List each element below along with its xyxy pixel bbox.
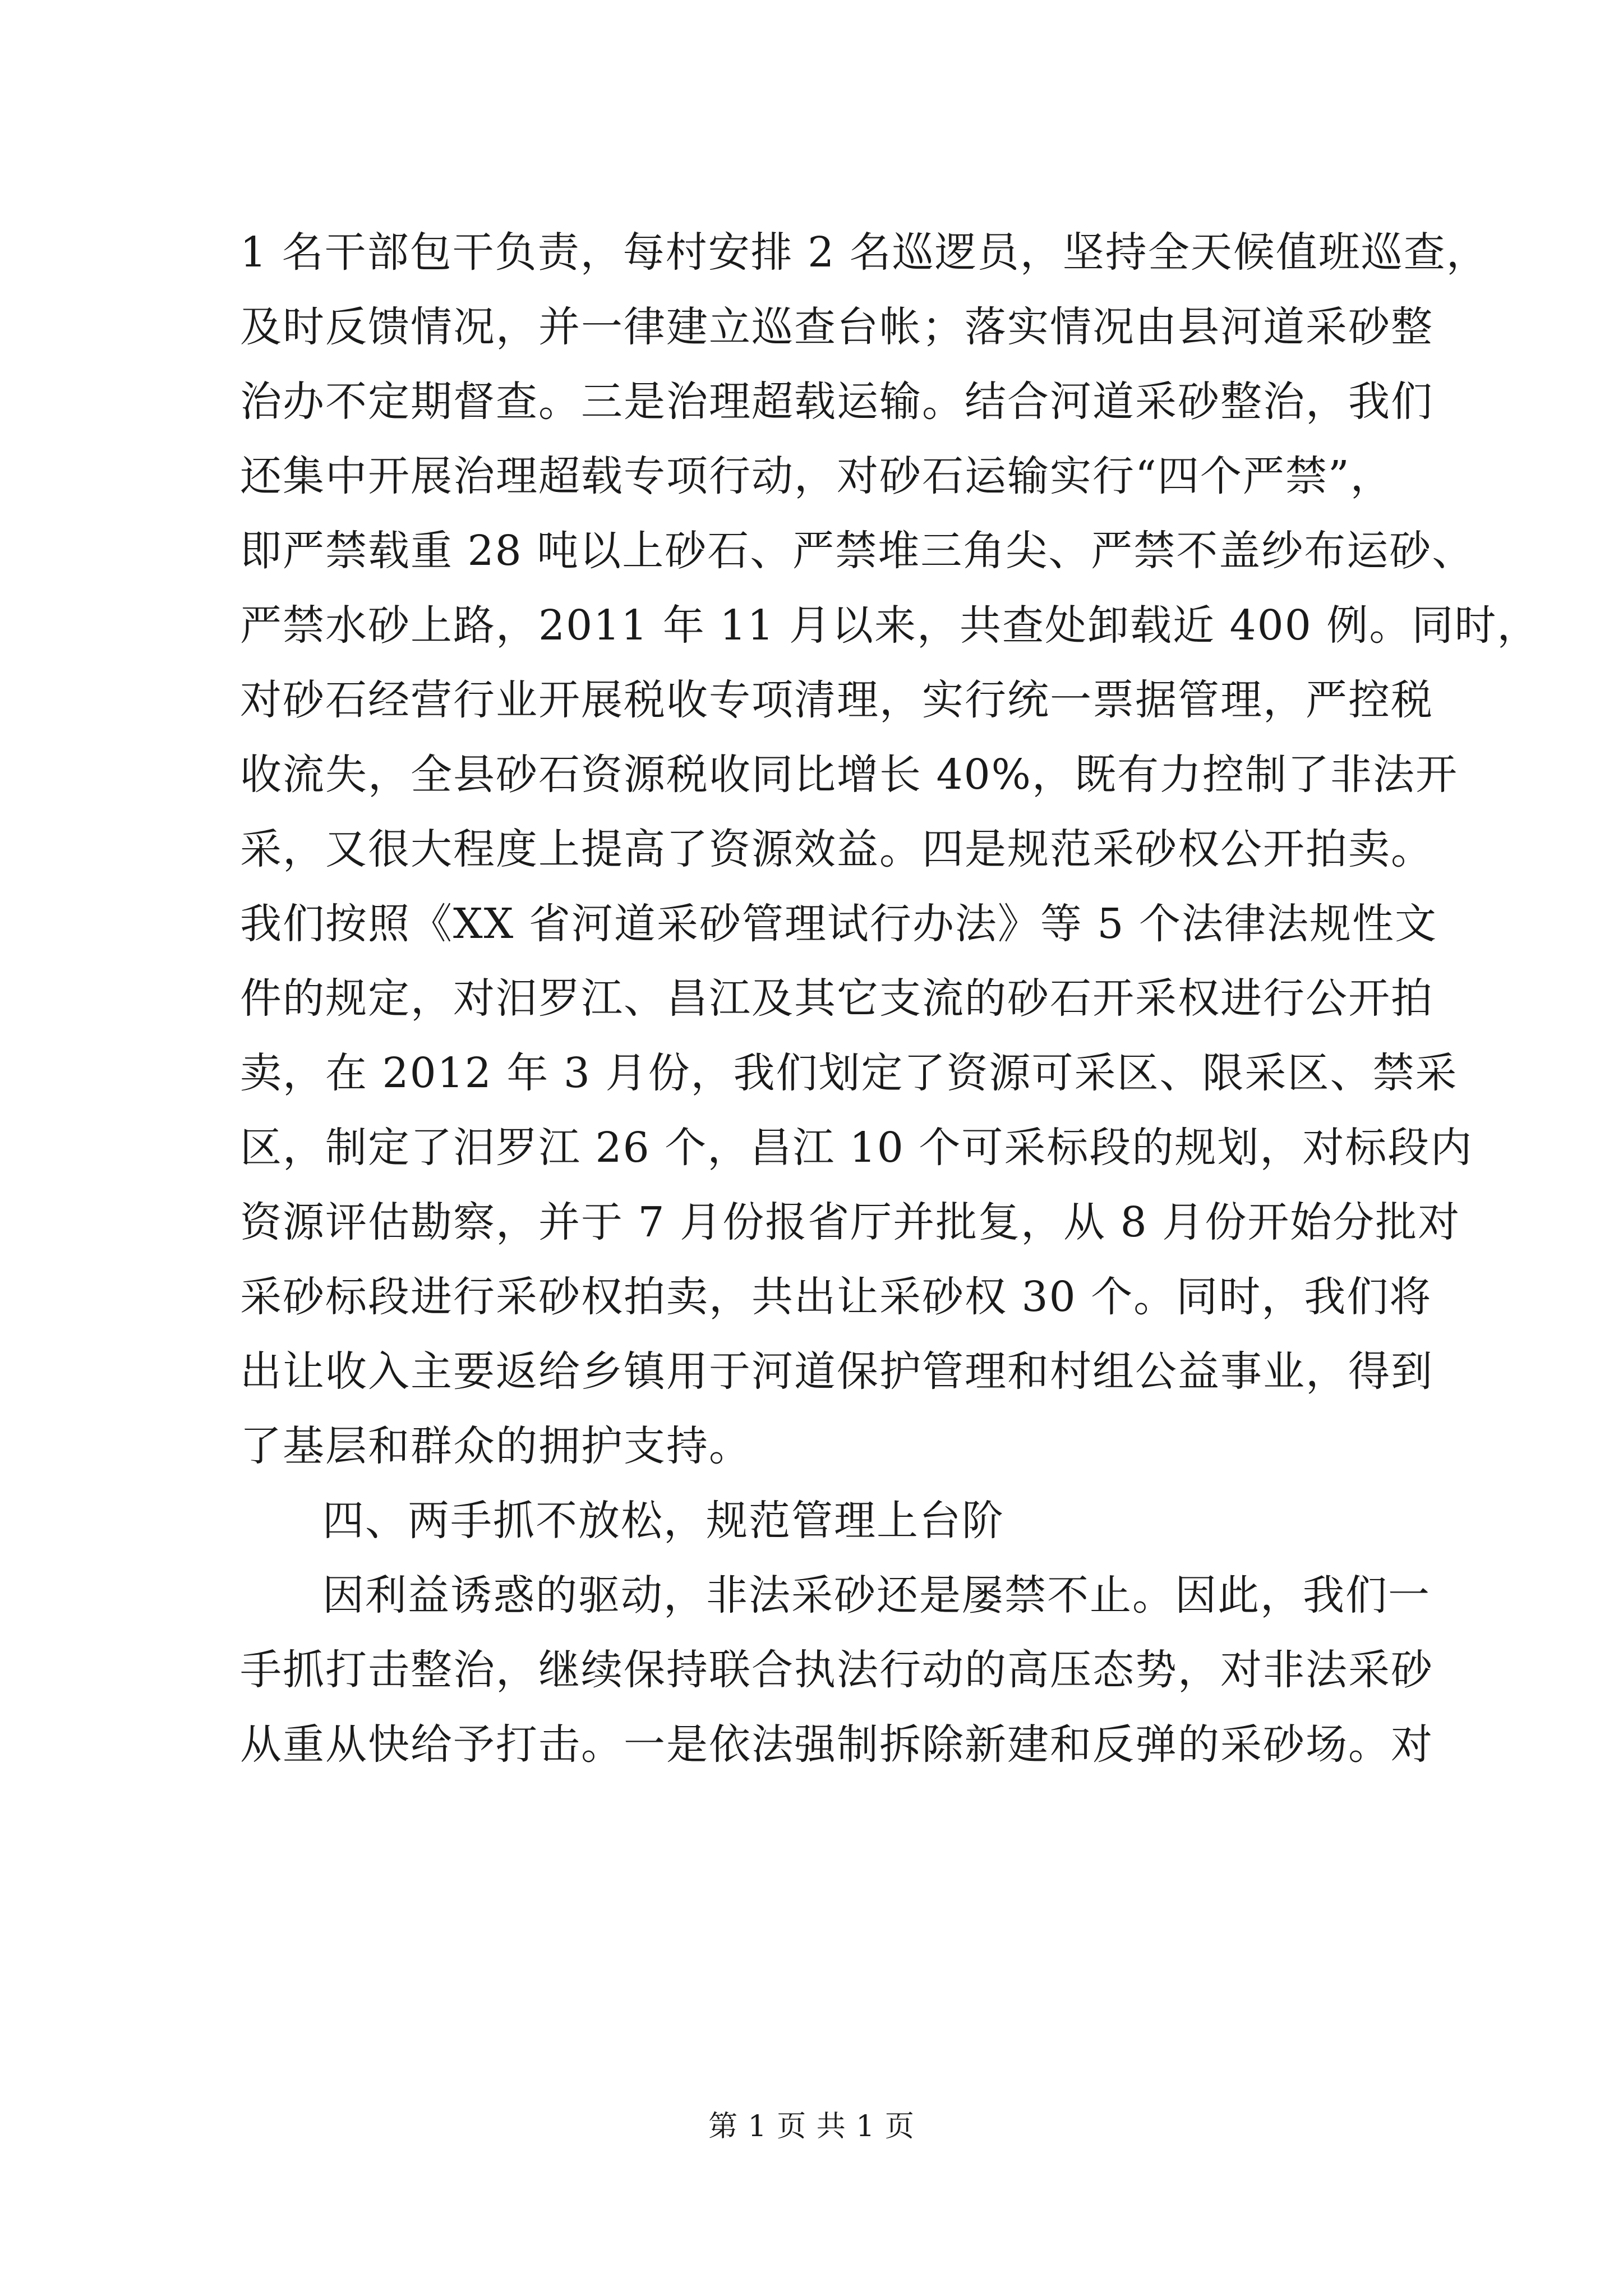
body-text-line: 采砂标段进行采砂权拍卖，共出让采砂权 30 个。同时，我们将 (240, 1273, 1432, 1321)
body-text-line: 对砂石经营行业开展税收专项清理，实行统一票据管理，严控税 (240, 676, 1433, 724)
body-text-line: 了基层和群众的拥护支持。 (240, 1422, 751, 1470)
body-text-line: 1 名干部包干负责，每村安排 2 名巡逻员，坚持全天候值班巡查， (240, 228, 1489, 277)
body-text-line: 出让收入主要返给乡镇用于河道保护管理和村组公益事业，得到 (240, 1347, 1433, 1396)
body-text-line: 治办不定期督查。三是治理超载运输。结合河道采砂整治，我们 (240, 378, 1433, 426)
body-text-line: 卖，在 2012 年 3 月份，我们划定了资源可采区、限采区、禁采 (240, 1049, 1458, 1097)
body-text-line: 收流失，全县砂石资源税收同比增长 40%，既有力控制了非法开 (240, 751, 1458, 799)
body-text-line: 还集中开展治理超载专项行动，对砂石运输实行“四个严禁”， (240, 452, 1393, 500)
body-text-line: 及时反馈情况，并一律建立巡查台帐；落实情况由县河道采砂整 (240, 303, 1433, 351)
body-text-line: 手抓打击整治，继续保持联合执法行动的高压态势，对非法采砂 (240, 1646, 1433, 1694)
body-text-line: 严禁水砂上路，2011 年 11 月以来，共查处卸载近 400 例。同时， (240, 601, 1540, 650)
body-text-line: 件的规定，对汨罗江、昌江及其它支流的砂石开采权进行公开拍 (240, 974, 1433, 1023)
body-text-line: 区，制定了汨罗江 26 个，昌江 10 个可采标段的规划，对标段内 (240, 1124, 1473, 1172)
section-heading: 四、两手抓不放松，规范管理上台阶 (322, 1497, 1004, 1545)
body-text-line: 我们按照《XX 省河道采砂管理试行办法》等 5 个法律法规性文 (240, 900, 1438, 948)
body-text-line: 资源评估勘察，并于 7 月份报省厅并批复，从 8 月份开始分批对 (240, 1198, 1461, 1246)
body-text-line: 从重从快给予打击。一是依法强制拆除新建和反弹的采砂场。对 (240, 1720, 1433, 1769)
page-number-footer: 第 1 页 共 1 页 (708, 2110, 915, 2143)
body-text-line: 即严禁载重 28 吨以上砂石、严禁堆三角尖、严禁不盖纱布运砂、 (240, 527, 1475, 575)
body-text-line: 因利益诱惑的驱动，非法采砂还是屡禁不止。因此，我们一 (322, 1571, 1431, 1619)
body-text-line: 采，又很大程度上提高了资源效益。四是规范采砂权公开拍卖。 (240, 825, 1433, 873)
